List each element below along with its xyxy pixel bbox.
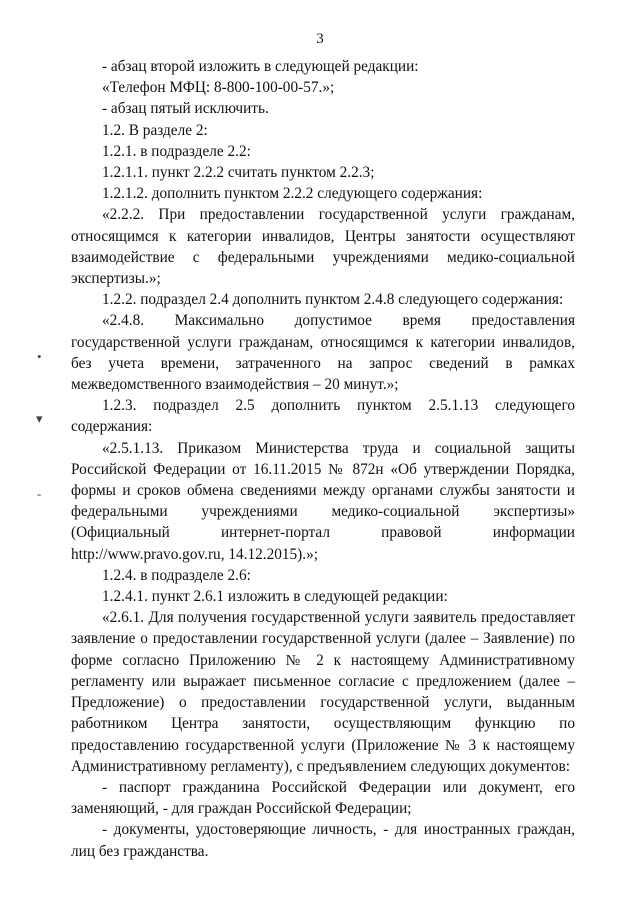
paragraph: 1.2.4.1. пункт 2.6.1 изложить в следующей редакции: bbox=[102, 588, 448, 606]
scan-mark: - bbox=[37, 486, 42, 501]
paragraph: 1.2.1.1. пункт 2.2.2 считать пунктом 2.2.3; bbox=[102, 164, 375, 182]
paragraph: - паспорт гражданина Российской Федерации или документ, его заменяющий, - для граждан Российской Федерации; bbox=[71, 778, 575, 818]
paragraph: 1.2.3. подраздел 2.5 дополнить пунктом 2.5.1.13 следующего содержания: bbox=[71, 397, 575, 436]
paragraph: 1.2.1. в подразделе 2.2: bbox=[102, 142, 251, 160]
paragraph: 1.2. В разделе 2: bbox=[102, 121, 208, 139]
document-body bbox=[71, 56, 575, 862]
paragraph: «2.5.1.13. Приказом Министерства труда и социальной защиты Российской Федерации от 16.11.2015 № 872н «Об утверждении Порядка, формы и сроков обмена сведениями между органами службы занятости и федеральными учреждениями медико-социальной экспертизы» (Официальный интернет-портал правовой информации http://www.pravo.gov.ru, 14.12.2015).»; bbox=[71, 439, 575, 563]
paragraph: - документы, удостоверяющие личность, - для иностранных граждан, лиц без гражданства. bbox=[71, 821, 575, 860]
paragraph: «Телефон МФЦ: 8-800-100-00-57.»; bbox=[102, 79, 335, 97]
paragraph: 1.2.4. в подразделе 2.6: bbox=[102, 566, 251, 584]
scan-mark: ▾ bbox=[36, 411, 43, 426]
paragraph: - абзац второй изложить в следующей редакции: bbox=[102, 58, 419, 75]
scan-mark: • bbox=[37, 349, 42, 364]
paragraph: «2.4.8. Максимально допустимое время предоставления государственной услуги гражданам, относящимся к категории инвалидов, без учета времени, затраченного на запрос сведений в рамках межведомственного взаимодействия – 20 минут.»; bbox=[71, 312, 575, 394]
page-number: 3 bbox=[316, 31, 324, 47]
paragraph: - абзац пятый исключить. bbox=[102, 100, 269, 118]
paragraph: «2.2.2. При предоставлении государственной услуги гражданам, относящимся к категории инвалидов, Центры занятости осуществляют взаимодействие с федеральными учреждениями медико-социальной экспертизы.»; bbox=[71, 206, 575, 288]
paragraph: «2.6.1. Для получения государственной услуги заявитель предоставляет заявление о предоставлении государственной услуги (далее – Заявление) по форме согласно Приложению № 2 к настоящему Административному регламенту или выражает письменное согласие с предложением (далее – Предложение) о предоставлении государственной услуги, выданным работником Центра занятости, осуществляющим функцию по предоставлению государственной услуги (Приложение № 3 к настоящему Административному регламенту), с предъявлением следующих документов: bbox=[71, 609, 575, 775]
paragraph: 1.2.2. подраздел 2.4 дополнить пунктом 2.4.8 следующего содержания: bbox=[102, 291, 564, 309]
paragraph: 1.2.1.2. дополнить пунктом 2.2.2 следующего содержания: bbox=[102, 185, 483, 203]
